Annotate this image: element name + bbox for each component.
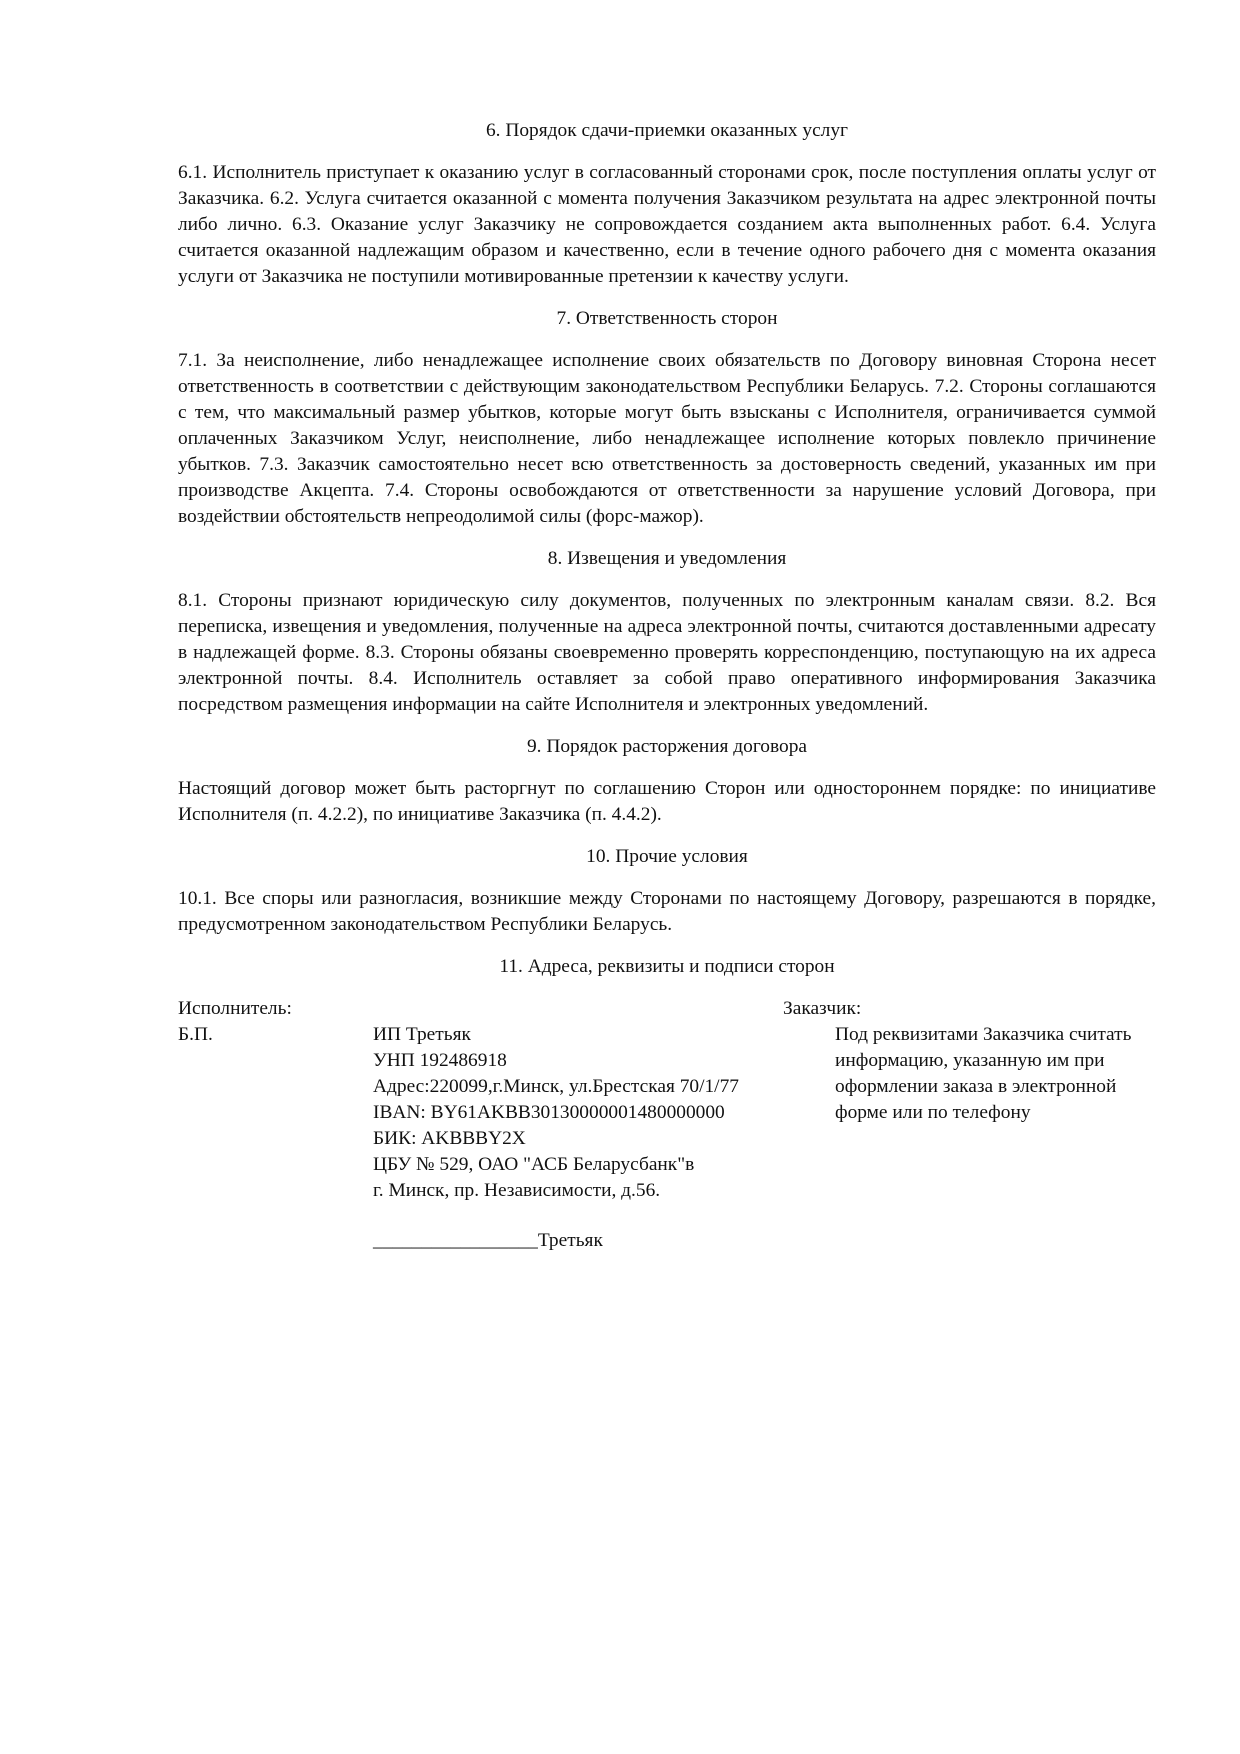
executor-unp: УНП 192486918 <box>373 1050 507 1071</box>
section-text: 10.1. Все споры или разногласия, возникшие между Сторонами по настоящему Договору, разрешаются в порядке, предусмотренном законодательством Республики Беларусь. <box>178 888 1156 935</box>
customer-note-line: оформлении заказа в электронной <box>835 1076 1117 1097</box>
executor-bank-address: г. Минск, пр. Независимости, д.56. <box>373 1180 661 1201</box>
executor-signature-line: _________________Третьяк <box>373 1230 603 1251</box>
customer-note <box>835 1022 1131 1126</box>
customer-note-line: форме или по телефону <box>835 1102 1031 1123</box>
section-8 <box>178 546 1156 718</box>
section-heading: 10. Прочие условия <box>586 846 748 867</box>
section-text: Настоящий договор может быть расторгнут по соглашению Сторон или одностороннем порядке: по инициативе Исполнителя (п. 4.2.2), по инициативе Заказчика (п. 4.4.2). <box>178 778 1156 825</box>
customer-label: Заказчик: <box>783 998 862 1019</box>
section-9 <box>178 734 1156 828</box>
section-10 <box>178 844 1156 938</box>
contract-page <box>178 118 1156 1266</box>
executor-label: Исполнитель: <box>178 998 292 1019</box>
section-7 <box>178 306 1156 530</box>
executor-address: Адрес:220099,г.Минск, ул.Брестская 70/1/77 <box>373 1076 739 1097</box>
executor-details <box>373 1022 739 1204</box>
section-text: 8.1. Стороны признают юридическую силу документов, полученных по электронным каналам связи. 8.2. Вся переписка, извещения и уведомления, полученные на адреса электронной почты, считаются доставленными адресату в надлежащей форме. 8.3. Стороны обязаны своевременно проверять корреспонденцию, поступающую на их адреса электронной почты. 8.4. Исполнитель оставляет за собой право оперативного информирования Заказчика посредством размещения информации на сайте Исполнителя и электронных уведомлений. <box>178 590 1156 715</box>
executor-bik: БИК: AKBBBY2X <box>373 1128 526 1149</box>
executor-iban: IBAN: BY61AKBB30130000001480000000 <box>373 1102 725 1123</box>
customer-note-line: информацию, указанную им при <box>835 1050 1105 1071</box>
section-heading: 9. Порядок расторжения договора <box>526 736 808 757</box>
executor-bank: ЦБУ № 529, ОАО "АСБ Беларусбанк"в <box>373 1154 695 1175</box>
customer-note-line: Под реквизитами Заказчика считать <box>835 1024 1132 1045</box>
section-heading: 11. Адреса, реквизиты и подписи сторон <box>499 956 835 977</box>
executor-name: ИП Третьяк <box>373 1024 471 1045</box>
section-heading: 7. Ответственность сторон <box>556 308 778 329</box>
executor-short-name: Б.П. <box>178 1024 213 1045</box>
section-text: 6.1. Исполнитель приступает к оказанию услуг в согласованный сторонами срок, после поступления оплаты услуг от Заказчика. 6.2. Услуга считается оказанной с момента получения Заказчиком результата на адрес электронной почты либо лично. 6.3. Оказание услуг Заказчику не сопровождается созданием акта выполненных работ. 6.4. Услуга считается оказанной надлежащим образом и качественно, если в течение одного рабочего дня с момента оказания услуги от Заказчика не поступили мотивированные претензии к качеству услуги. <box>178 162 1156 287</box>
section-text: 7.1. За неисполнение, либо ненадлежащее исполнение своих обязательств по Договору виновная Сторона несет ответственность в соответствии с действующим законодательством Республики Беларусь. 7.2. Стороны соглашаются с тем, что максимальный размер убытков, которые могут быть взысканы с Исполнителя, ограничивается суммой оплаченных Заказчиком Услуг, неисполнение, либо ненадлежащее исполнение которых повлекло причинение убытков. 7.3. Заказчик самостоятельно несет всю ответственность за достоверность сведений, указанных им при производстве Акцепта. 7.4. Стороны освобождаются от ответственности за нарушение условий Договора, при воздействии обстоятельств непреодолимой силы (форс-мажор). <box>178 350 1156 527</box>
section-11 <box>178 954 1156 1266</box>
section-6 <box>178 118 1156 290</box>
parties-block <box>178 996 1156 1266</box>
section-heading: 8. Извещения и уведомления <box>547 548 787 569</box>
section-heading: 6. Порядок сдачи-приемки оказанных услуг <box>485 120 849 141</box>
